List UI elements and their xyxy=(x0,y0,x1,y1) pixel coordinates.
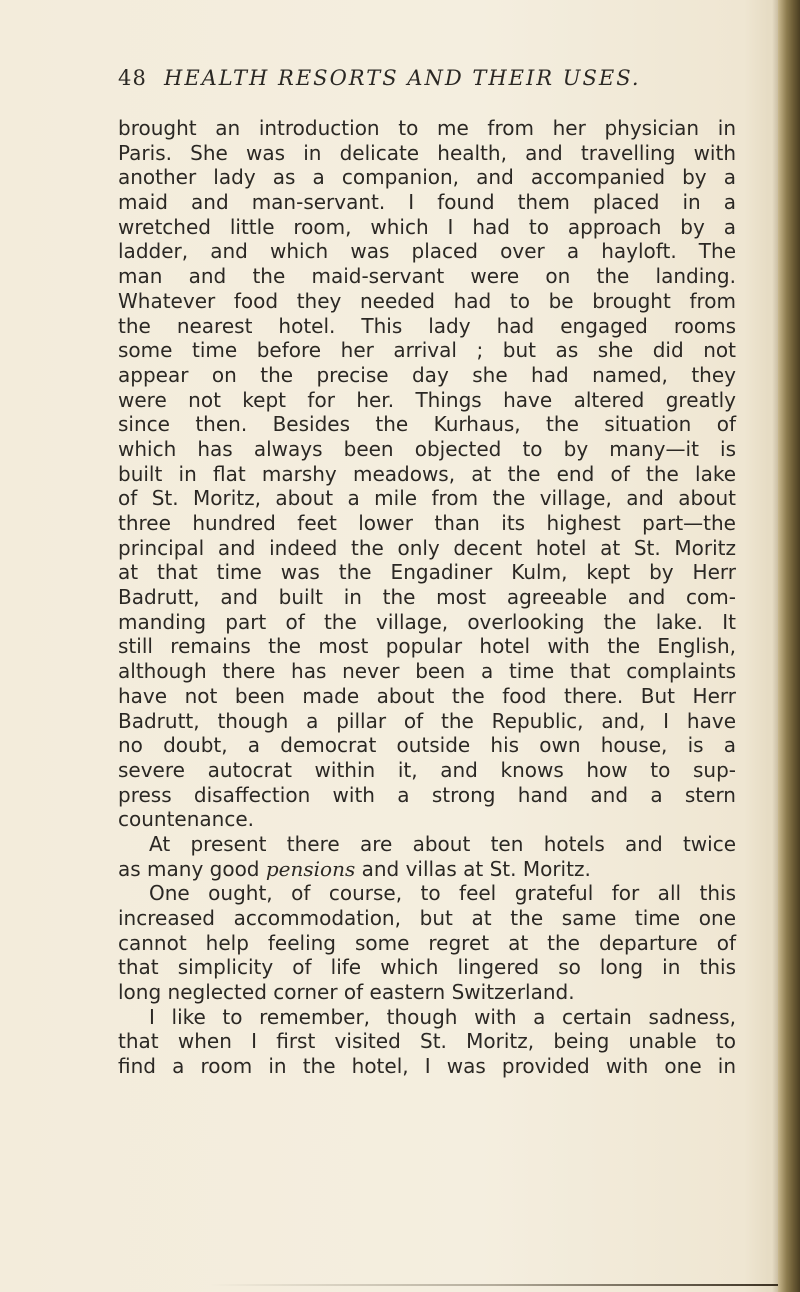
paragraph-start: I like to remember, though with a certain sadness, xyxy=(149,1004,736,1029)
text-line: three hundred feet lower than its highest part—the xyxy=(118,511,736,535)
text-line: maid and man-servant. I found them placed in a xyxy=(118,190,736,215)
text-line: wretched little room, which I had to approach by a xyxy=(118,214,736,239)
paragraph-start: One ought, of course, to feel grateful for all this xyxy=(149,881,736,906)
text-line: increased accommodation, but at the same time one xyxy=(118,906,736,930)
text-line: which has always been objected to by many—it is xyxy=(118,436,736,461)
text-line: find a room in the hotel, I was provided with one in xyxy=(118,1054,736,1079)
text-line: countenance. xyxy=(118,807,254,832)
text-line: of St. Moritz, about a mile from the village, and about xyxy=(118,486,736,511)
text-fragment: as many good xyxy=(118,856,266,881)
text-line: ladder, and which was placed over a hayloft. The xyxy=(118,239,736,264)
text-line: still remains the most popular hotel with the English, xyxy=(118,634,736,659)
text-line: since then. Besides the Kurhaus, the situation of xyxy=(118,412,736,437)
text-line: no doubt, a democrat outside his own house, is a xyxy=(118,733,736,758)
book-edge xyxy=(778,0,800,1292)
text-line: principal and indeed the only decent hotel at St. Moritz xyxy=(118,535,736,560)
italic-word: pensions xyxy=(265,856,356,881)
text-line: although there has never been a time that complaints xyxy=(118,659,736,684)
text-line: cannot help feeling some regret at the departure of xyxy=(118,930,736,955)
text-line: appear on the precise day she had named, they xyxy=(118,362,736,387)
text-line: severe autocrat within it, and knows how to sup- xyxy=(118,757,736,782)
page-bottom-edge xyxy=(210,1284,778,1286)
text-line: have not been made about the food there. But Herr xyxy=(118,683,736,708)
text-line: long neglected corner of eastern Switzerland. xyxy=(118,980,575,1005)
text-line: Whatever food they needed had to be brought from xyxy=(118,288,736,313)
text-line: brought an introduction to me from her physician in xyxy=(118,116,736,140)
text-line: man and the maid-servant were on the landing. xyxy=(118,264,736,289)
text-line: were not kept for her. Things have altered greatly xyxy=(118,387,736,412)
text-fragment: and villas at St. Moritz. xyxy=(355,856,591,881)
text-line: Badrutt, though a pillar of the Republic, and, I have xyxy=(118,708,736,733)
body-text xyxy=(118,116,736,1079)
text-line: Badrutt, and built in the most agreeable and com- xyxy=(118,585,736,610)
paragraph-start: At present there are about ten hotels and twice xyxy=(149,831,736,856)
text-line: press disaffection with a strong hand and a stern xyxy=(118,782,736,807)
text-line: Paris. She was in delicate health, and travelling with xyxy=(118,140,736,165)
text-line: that simplicity of life which lingered so long in this xyxy=(118,955,736,980)
text-line: some time before her arrival ; but as she did not xyxy=(118,338,736,363)
running-header xyxy=(118,66,738,96)
text-line: at that time was the Engadiner Kulm, kept by Herr xyxy=(118,560,736,585)
text-line: another lady as a companion, and accompanied by a xyxy=(118,165,736,190)
text-line: that when I first visited St. Moritz, being unable to xyxy=(118,1029,736,1054)
text-line: manding part of the village, overlooking the lake. It xyxy=(118,609,736,634)
page-number: 48 xyxy=(118,66,148,90)
running-title: HEALTH RESORTS AND THEIR USES. xyxy=(164,66,641,90)
text-line: built in flat marshy meadows, at the end of the lake xyxy=(118,461,736,486)
text-line: the nearest hotel. This lady had engaged rooms xyxy=(118,313,736,338)
text-line xyxy=(118,857,736,882)
